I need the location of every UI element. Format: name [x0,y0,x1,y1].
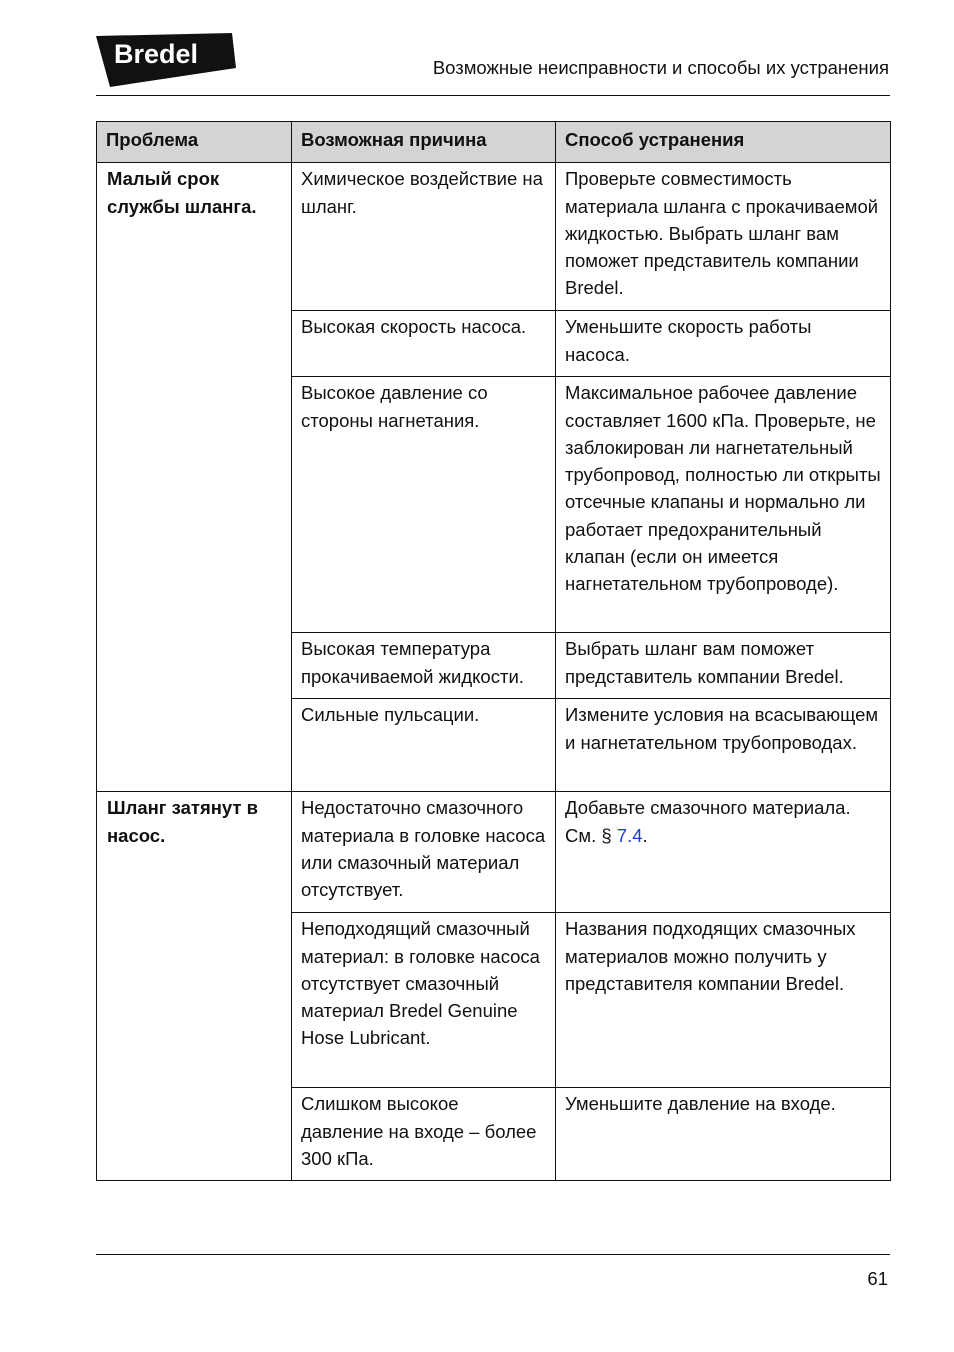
solution-cell [556,792,891,913]
footer-rule [96,1254,890,1255]
table-header-row [97,122,891,163]
solution-cell: Названия подходящих смазочных материалов можно получить у представителя компании Bredel. [556,913,891,1088]
section-title: Возможные неисправности и способы их устранения [432,57,889,78]
logo-text: Bredel [114,39,199,69]
cause-cell: Слишком высокое давление на входе – более 300 кПа. [292,1088,556,1181]
cause-cell: Сильные пульсации. [292,699,556,792]
cause-cell: Химическое воздействие на шланг. [292,163,556,311]
table-row [97,792,891,913]
solution-cell: Измените условия на всасывающем и нагнетательном трубопроводах. [556,699,891,792]
cause-cell: Высокое давление со стороны нагнетания. [292,377,556,633]
troubleshooting-table [96,121,891,1181]
problem-cell: Шланг затянут в насос. [97,792,292,1181]
bredel-logo [96,33,236,87]
cause-cell: Неподходящий смазочный материал: в головке насоса отсутствует смазочный материал Bredel Genuine Hose Lubricant. [292,913,556,1088]
cause-cell: Высокая скорость насоса. [292,311,556,377]
solution-cell: Уменьшите скорость работы насоса. [556,311,891,377]
solution-cell: Уменьшите давление на входе. [556,1088,891,1181]
header-rule [96,95,890,96]
cause-cell: Высокая температура прокачиваемой жидкости. [292,633,556,699]
table-row [97,163,891,311]
solution-text: Добавьте смазочного материала. См. § [565,797,851,846]
column-header-solution: Способ устранения [556,122,891,163]
column-header-cause: Возможная причина [292,122,556,163]
solution-tail: . [642,824,648,846]
column-header-problem: Проблема [97,122,292,163]
solution-cell: Выбрать шланг вам поможет представитель компании Bredel. [556,633,891,699]
cause-cell: Недостаточно смазочного материала в головке насоса или смазочный материал отсутствует. [292,792,556,913]
problem-cell: Малый срок службы шланга. [97,163,292,792]
solution-cell: Максимальное рабочее давление составляет 1600 кПа. Проверьте, не заблокирован ли нагнетательный трубопровод, полностью ли открыты отсечные клапаны и нормально ли работает предохранительный клапан (если он имеется нагнетательном трубопроводе). [556,377,891,633]
page-number: 61 [867,1268,888,1289]
solution-cell: Проверьте совместимость материала шланга с прокачиваемой жидкостью. Выбрать шланг вам поможет представитель компании Bredel. [556,163,891,311]
section-link-7-4[interactable]: 7.4 [616,824,643,846]
